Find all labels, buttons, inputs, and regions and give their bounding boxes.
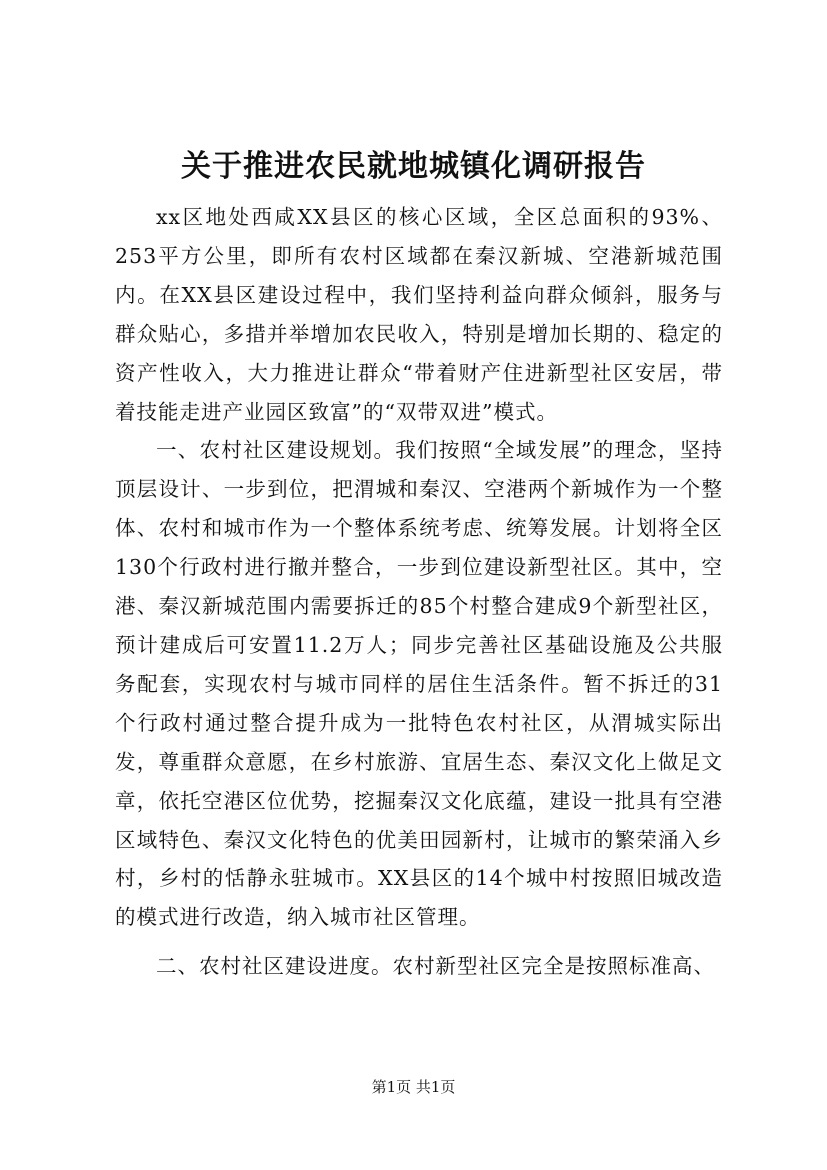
paragraph-intro: xx区地处西咸XX县区的核心区域，全区总面积的93%、253平方公里，即所有农村区域都在秦汉新城、空港新城范围内。在XX县区建设过程中，我们坚持利益向群众倾斜，服务与群众贴心，多措并举增加农民收入，特别是增加长期的、稳定的资产性收入，大力推进让群众“带着财产住进新型社区安居，带着技能走进产业园区致富”的“双带双进”模式。 [115, 205, 723, 424]
document-title: 关于推进农民就地城镇化调研报告 [181, 149, 646, 184]
paragraph-section-2: 二、农村社区建设进度。农村新型社区完全是按照标准高、 [156, 954, 715, 979]
document-body [115, 198, 723, 986]
paragraph-section-1: 一、农村社区建设规划。我们按照“全域发展”的理念，坚持顶层设计、一步到位，把渭城和秦汉、空港两个新城作为一个整体、农村和城市作为一个整体系统考虑、统筹发展。计划将全区130个行政村进行撤并整合，一步到位建设新型社区。其中，空港、秦汉新城范围内需要拆迁的85个村整合建成9个新型社区，预计建成后可安置11.2万人；同步完善社区基础设施及公共服务配套，实现农村与城市同样的居住生活条件。暂不拆迁的31个行政村通过整合提升成为一批特色农村社区，从渭城实际出发，尊重群众意愿，在乡村旅游、宜居生态、秦汉文化上做足文章，依托空港区位优势，挖掘秦汉文化底蕴，建设一批具有空港区域特色、秦汉文化特色的优美田园新村，让城市的繁荣涌入乡村，乡村的恬静永驻城市。XX县区的14个城中村按照旧城改造的模式进行改造，纳入城市社区管理。 [115, 438, 723, 930]
page-number: 第1页 共1页 [371, 1078, 456, 1096]
